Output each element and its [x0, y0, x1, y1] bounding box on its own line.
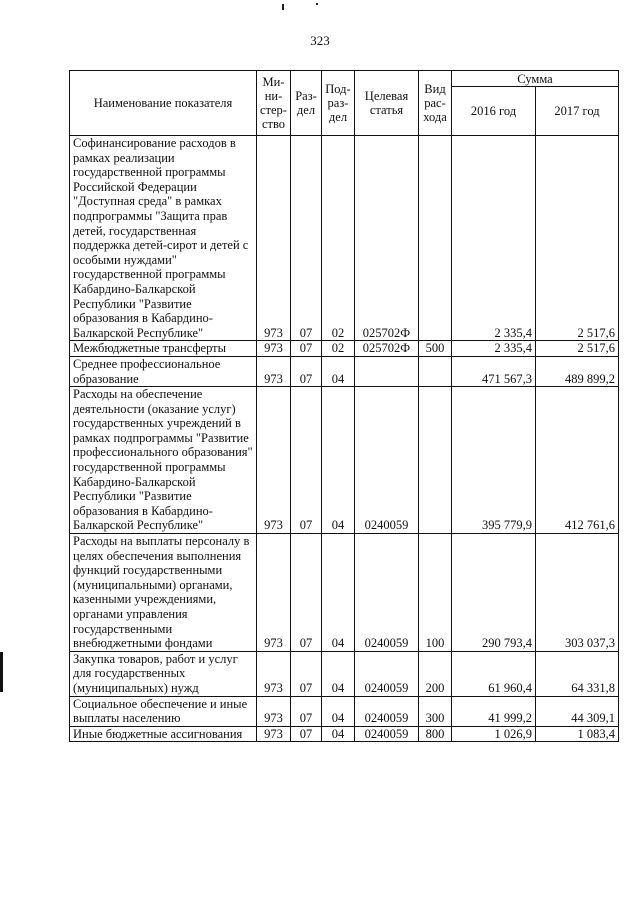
header-sum: Сумма: [452, 71, 619, 87]
row-name: Софинансирование расходов в рамках реализации государственной программы Российской Федерации "Доступная среда" в рамках подпрограммы "Защита прав детей, государственная поддержка детей-сирот и детей с особыми нуждами" государственной программы Кабардино-Балкарской Республики "Развитие образования в Кабардино-Балкарской Республике": [70, 136, 257, 341]
row-expense-type: 100: [419, 534, 452, 652]
row-subsection: 04: [322, 696, 355, 726]
row-section: 07: [291, 356, 322, 386]
row-section: 07: [291, 387, 322, 534]
header-year-2017: 2017 год: [536, 87, 619, 136]
row-sum-2016: 41 999,2: [452, 696, 536, 726]
row-sum-2017: 489 899,2: [536, 356, 619, 386]
row-sum-2016: 471 567,3: [452, 356, 536, 386]
row-sum-2017: 1 083,4: [536, 726, 619, 742]
row-subsection: 02: [322, 341, 355, 357]
row-target: 0240059: [355, 726, 419, 742]
row-target: [355, 356, 419, 386]
row-sum-2017: 2 517,6: [536, 136, 619, 341]
header-target: Целевая статья: [355, 71, 419, 136]
row-sum-2016: 2 335,4: [452, 136, 536, 341]
row-expense-type: 500: [419, 341, 452, 357]
row-name: Межбюджетные трансферты: [70, 341, 257, 357]
row-subsection: 04: [322, 356, 355, 386]
row-target: 0240059: [355, 696, 419, 726]
table-row: [70, 387, 619, 534]
row-ministry: 973: [257, 387, 291, 534]
row-target: 025702Ф: [355, 341, 419, 357]
row-ministry: 973: [257, 534, 291, 652]
row-sum-2017: 64 331,8: [536, 651, 619, 696]
table-row: [70, 534, 619, 652]
row-target: 0240059: [355, 651, 419, 696]
header-expense-type: Вид рас-хода: [419, 71, 452, 136]
header-subsection: Под-раз-дел: [322, 71, 355, 136]
row-name: Расходы на выплаты персоналу в целях обеспечения выполнения функций государственными (муниципальными) органами, казенными учреждениями, органами управления государственными внебюджетными фондами: [70, 534, 257, 652]
row-sum-2017: 412 761,6: [536, 387, 619, 534]
table-row: [70, 356, 619, 386]
row-sum-2017: 303 037,3: [536, 534, 619, 652]
row-expense-type: 200: [419, 651, 452, 696]
row-expense-type: [419, 387, 452, 534]
scan-speck: [282, 4, 284, 10]
row-target: 0240059: [355, 534, 419, 652]
row-target: 025702Ф: [355, 136, 419, 341]
row-expense-type: 300: [419, 696, 452, 726]
row-name: Среднее профессиональное образование: [70, 356, 257, 386]
row-sum-2016: 2 335,4: [452, 341, 536, 357]
row-subsection: 02: [322, 136, 355, 341]
row-expense-type: [419, 136, 452, 341]
row-subsection: 04: [322, 726, 355, 742]
row-ministry: 973: [257, 356, 291, 386]
table-header-row: [70, 71, 619, 87]
row-sum-2016: 1 026,9: [452, 726, 536, 742]
row-section: 07: [291, 696, 322, 726]
row-expense-type: [419, 356, 452, 386]
row-name: Закупка товаров, работ и услуг для государственных (муниципальных) нужд: [70, 651, 257, 696]
table-row: [70, 696, 619, 726]
row-expense-type: 800: [419, 726, 452, 742]
scan-margin-mark: [0, 652, 3, 692]
row-ministry: 973: [257, 651, 291, 696]
row-sum-2016: 61 960,4: [452, 651, 536, 696]
row-sum-2016: 290 793,4: [452, 534, 536, 652]
row-section: 07: [291, 341, 322, 357]
row-name: Иные бюджетные ассигнования: [70, 726, 257, 742]
table-row: [70, 341, 619, 357]
budget-table: [69, 70, 619, 742]
row-section: 07: [291, 534, 322, 652]
row-subsection: 04: [322, 387, 355, 534]
row-subsection: 04: [322, 534, 355, 652]
row-section: 07: [291, 651, 322, 696]
table-row: [70, 651, 619, 696]
row-subsection: 04: [322, 651, 355, 696]
header-name: Наименование показателя: [70, 71, 257, 136]
row-section: 07: [291, 136, 322, 341]
row-section: 07: [291, 726, 322, 742]
row-name: Расходы на обеспечение деятельности (оказание услуг) государственных учреждений в рамках подпрограммы "Развитие профессионального образования" государственной программы Кабардино-Балкарской Республики "Развитие образования в Кабардино-Балкарской Республике": [70, 387, 257, 534]
scan-speck: [316, 3, 318, 5]
row-ministry: 973: [257, 696, 291, 726]
row-sum-2017: 44 309,1: [536, 696, 619, 726]
header-section: Раз-дел: [291, 71, 322, 136]
header-ministry: Ми-ни-стер-ство: [257, 71, 291, 136]
row-ministry: 973: [257, 726, 291, 742]
page-number: 323: [310, 33, 330, 48]
row-name: Социальное обеспечение и иные выплаты населению: [70, 696, 257, 726]
row-sum-2016: 395 779,9: [452, 387, 536, 534]
row-ministry: 973: [257, 341, 291, 357]
header-year-2016: 2016 год: [452, 87, 536, 136]
row-sum-2017: 2 517,6: [536, 341, 619, 357]
table-row: [70, 136, 619, 341]
table-row: [70, 726, 619, 742]
row-ministry: 973: [257, 136, 291, 341]
row-target: 0240059: [355, 387, 419, 534]
